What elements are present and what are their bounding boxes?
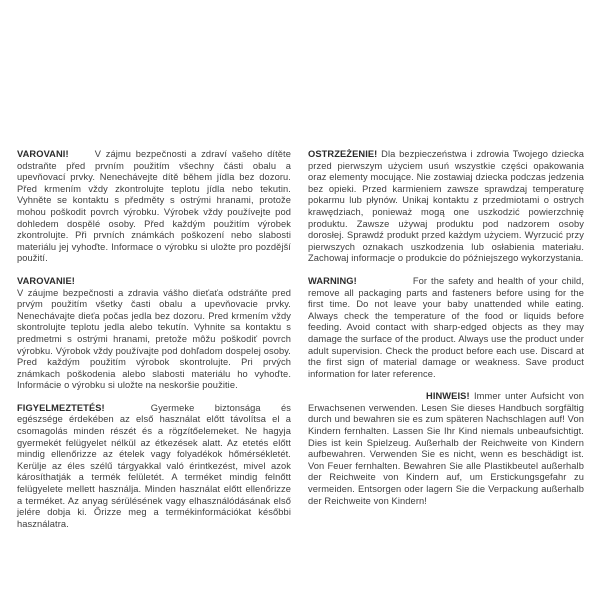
- left-column: [17, 149, 291, 541]
- hungarian-warning-paragraph: [17, 403, 291, 531]
- slovak-warning-paragraph: [17, 276, 291, 392]
- english-warning-paragraph: [308, 276, 584, 380]
- german-warning-paragraph: [308, 391, 584, 507]
- hungarian-warning-body: Gyermeke biztonsága és egészsége érdekében az első használat előtt távolítsa el a csomagolás minden részét és a rögzítőelemeket. Ne hagyja gyermekét felügyelet nélkül az étkezések alatt. Az etetés előtt mindig ellenőrizze az ételek vagy folyadékok hőmérsékletét. Kerülje az éles szélű tárgyakkal való érintkezést, mivel azok károsíthatják a termék felületét. A terméket mindig felnőtt felügyelete mellett használja. Minden használat előtt ellenőrizze a terméket. Az anyag sérülésének vagy elhasználódásának első jelére dobja ki. Őrizze meg a termékinformációkat későbbi használatra.: [17, 402, 291, 529]
- heading-gap-spacer: [69, 156, 95, 157]
- english-warning-body: For the safety and health of your child, remove all packaging parts and fasteners before using for the first time. Do not leave your baby unattended while eating. Always check the temperature of the food or liquids before feeding. Avoid contact with sharp-edged objects as they may damage the surface of the product. Always use the product under adult supervision. Check the product before each use. Discard at the first sign of material damage or weakness. Save product information for later reference.: [308, 275, 584, 379]
- polish-warning-heading: OSTRZEŻENIE!: [308, 149, 378, 159]
- slovak-warning-body: V záujme bezpečnosti a zdravia vášho dieťaťa odstráňte pred prvým použitím všetky časti obalu a upevňovacie prvky. Nenechávajte dieťa počas jedla bez dozoru. Pred krmením vždy skontrolujte teplotu jedla alebo tekutín. Vyhnite sa kontaktu s predmetmi s ostrými hranami, pretože môžu poškodiť povrch výrobku. Výrobok vždy používajte pod dohľadom dospelej osoby. Pred každým použitím výrobok skontrolujte. Pri prvých známkach poškodenia alebo slabosti materiálu ho vyhoďte. Informácie o výrobku si uložte na neskoršie použitie.: [17, 287, 291, 391]
- czech-warning-paragraph: [17, 149, 291, 265]
- english-warning-heading: WARNING!: [308, 275, 357, 286]
- polish-warning-body: Dla bezpieczeństwa i zdrowia Twojego dziecka przed pierwszym użyciem usuń wszystkie części opakowania oraz elementy mocujące. Nie zostawiaj dziecka podczas jedzenia bez opieki. Przed karmieniem zawsze sprawdzaj temperaturę pokarmu lub płynów. Unikaj kontaktu z przedmiotami o ostrych krawędziach, ponieważ mogą one uszkodzić powierzchnię produktu. Zawsze używaj produktu pod nadzorem osoby dorosłej. Sprawdź produkt przed każdym użyciem. Wyrzucić przy pierwszych oznakach uszkodzenia lub osłabienia materiału. Zachowaj informacje o produkcie do późniejszego wykorzystania.: [308, 149, 585, 264]
- heading-gap-spacer: [357, 283, 413, 284]
- slovak-warning-heading: VAROVANIE!: [17, 275, 75, 286]
- czech-warning-heading: VAROVANI!: [17, 149, 69, 159]
- hungarian-warning-heading: FIGYELMEZTETÉS!: [17, 402, 105, 413]
- heading-gap-spacer: [105, 410, 151, 411]
- german-warning-heading: HINWEIS!: [426, 391, 470, 402]
- right-column: [308, 149, 584, 518]
- czech-warning-body: V zájmu bezpečnosti a zdraví vašeho dítěte odstraňte před prvním použitím všechny části obalu a upevňovací prvky. Nenechávejte dítě během jídla bez dozoru. Před krmením vždy zkontrolujte teplotu jídla nebo tekutin. Vyhněte se kontaktu s předměty s ostrými hranami, protože mohou poškodit povrch výrobku. Výrobek vždy používejte pod dohledem dospělé osoby. Před každým použitím výrobek zkontrolujte. Při prvních známkách poškození nebo slabosti materiálu jej vyhoďte. Informace o výrobku si uložte pro pozdější použití.: [17, 149, 291, 264]
- polish-warning-paragraph: [308, 149, 584, 265]
- german-warning-body: Immer unter Aufsicht von Erwachsenen verwenden. Lesen Sie dieses Handbuch sorgfältig durch und bewahren sie es zum späteren Nachschlagen auf! Von Kindern fernhalten. Lassen Sie Ihr Kind niemals unbeaufsichtigt. Dies ist kein Spielzeug. Außerhalb der Reichweite von Kindern aufbewahren. Verwenden Sie es nicht, wenn es beschädigt ist. Von Feuer fernhalten. Bewahren Sie alle Plastikbeutel außerhalb der Reichweite von Kindern auf, um Erstickungsgefahr zu vermeiden. Entsorgen oder lagern Sie die Verpackung außerhalb der Reichweite von Kindern!: [308, 391, 584, 506]
